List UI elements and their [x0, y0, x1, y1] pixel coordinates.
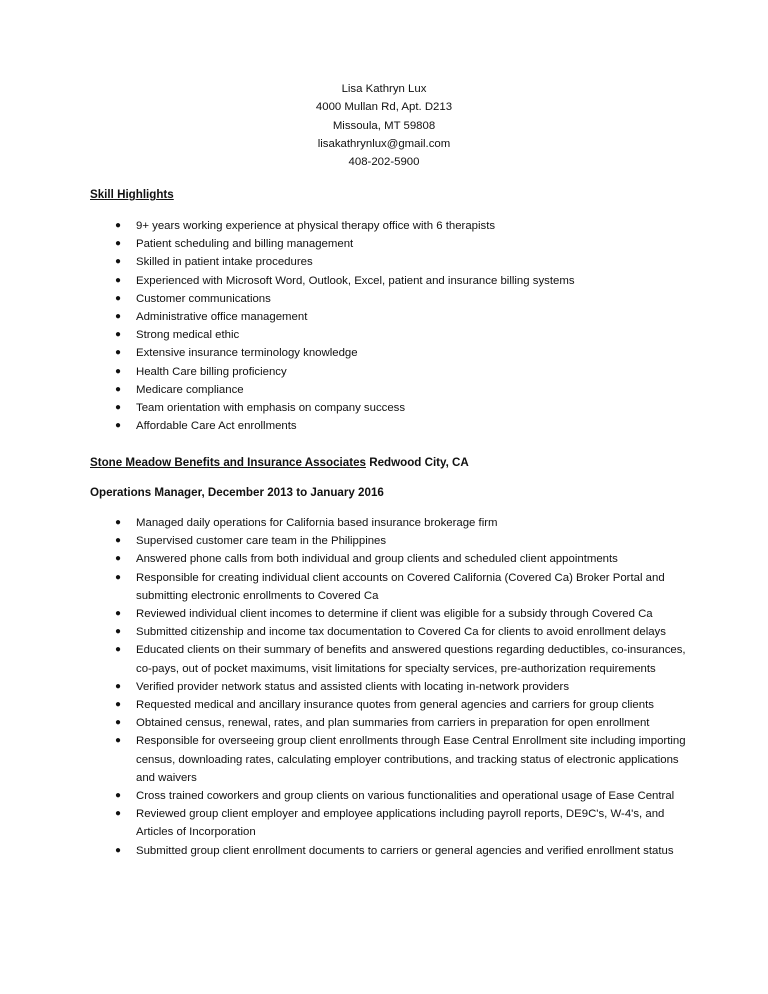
skill-item — [0, 235, 692, 253]
duty-item — [0, 569, 692, 605]
skill-item-text: 9+ years working experience at physical therapy office with 6 therapists — [136, 220, 496, 232]
duty-item — [0, 514, 692, 532]
skill-item-text: Skilled in patient intake procedures — [136, 256, 313, 269]
skill-item — [0, 290, 692, 308]
bullet-icon: ● — [115, 626, 122, 638]
skill-item-text: Health Care billing proficiency — [136, 365, 287, 378]
skills-heading: Skill Highlights — [90, 188, 174, 201]
bullet-icon: ● — [115, 571, 122, 583]
duty-item-text: Managed daily operations for California based insurance brokerage firm — [136, 517, 498, 529]
duty-item — [0, 714, 692, 732]
bullet-icon: ● — [115, 844, 122, 856]
contact-city: Missoula, MT 59808 — [332, 119, 436, 132]
contact-address: 4000 Mullan Rd, Apt. D213 — [315, 101, 453, 114]
duty-item — [0, 623, 692, 641]
duty-item-text: Reviewed group client employer and employee applications including payroll reports, DE9C's, W-4's, and Articles of Incorporation — [136, 808, 665, 839]
duty-item-text: Educated clients on their summary of benefits and answered questions regarding deductibles, co-insurances, co-pays, out of pocket maximums, visit limitations for specialty services, pre-authorization requirements — [136, 644, 686, 675]
skill-item-text: Affordable Care Act enrollments — [136, 420, 297, 433]
skill-item — [0, 381, 692, 399]
bullet-icon: ● — [115, 329, 122, 341]
skill-item — [0, 363, 692, 381]
bullet-icon: ● — [115, 717, 122, 729]
skills-list — [0, 217, 768, 435]
skill-item — [0, 272, 692, 290]
duty-item — [0, 641, 692, 677]
duty-item — [0, 532, 692, 550]
employer-name: Stone Meadow Benefits and Insurance Associates — [90, 456, 366, 469]
duty-item — [0, 805, 692, 841]
duty-item-text: Supervised customer care team in the Philippines — [136, 535, 387, 548]
duty-item-text: Answered phone calls from both individual and group clients and scheduled client appointments — [136, 553, 618, 566]
duty-item — [0, 550, 692, 568]
duty-item-text: Reviewed individual client incomes to determine if client was eligible for a subsidy through Covered Ca — [136, 608, 653, 621]
bullet-icon: ● — [115, 608, 122, 620]
bullet-icon: ● — [115, 383, 122, 395]
contact-block — [0, 80, 768, 171]
bullet-icon: ● — [115, 735, 122, 747]
skill-item — [0, 326, 692, 344]
duty-item-text: Obtained census, renewal, rates, and plan summaries from carriers in preparation for open enrollment — [136, 717, 650, 730]
skill-item — [0, 344, 692, 362]
duties-list — [0, 514, 768, 860]
bullet-icon: ● — [115, 644, 122, 656]
bullet-icon: ● — [115, 517, 122, 528]
contact-name: Lisa Kathryn Lux — [341, 83, 427, 95]
bullet-icon: ● — [115, 553, 122, 565]
duty-item — [0, 842, 692, 860]
duty-item-text: Submitted group client enrollment documents to carriers or general agencies and verified enrollment status — [136, 844, 674, 857]
skill-item — [0, 217, 692, 235]
duty-item-text: Responsible for creating individual client accounts on Covered California (Covered Ca) Broker Portal and submitting electronic enrollments to Covered Ca — [136, 571, 665, 602]
duty-item-text: Responsible for overseeing group client enrollments through Ease Central Enrollment site including importing census, downloading rates, calculating employer contributions, and tracking status of electronic applications and waivers — [136, 735, 686, 784]
contact-phone: 408-202-5900 — [348, 156, 420, 169]
bullet-icon: ● — [115, 365, 122, 377]
bullet-icon: ● — [115, 220, 122, 231]
bullet-icon: ● — [115, 680, 122, 692]
skill-item-text: Team orientation with emphasis on company success — [136, 402, 406, 415]
bullet-icon: ● — [115, 402, 122, 414]
skill-item — [0, 253, 692, 271]
bullet-icon: ● — [115, 256, 122, 268]
skill-item — [0, 417, 692, 435]
employer-location: Redwood City, CA — [365, 456, 469, 469]
duty-item — [0, 732, 692, 787]
bullet-icon: ● — [115, 274, 122, 286]
bullet-icon: ● — [115, 347, 122, 359]
skill-item — [0, 399, 692, 417]
skill-item-text: Experienced with Microsoft Word, Outlook, Excel, patient and insurance billing systems — [136, 274, 575, 287]
bullet-icon: ● — [115, 292, 122, 304]
skill-item-text: Customer communications — [136, 292, 271, 305]
skill-item-text: Patient scheduling and billing management — [136, 238, 354, 251]
skill-item-text: Medicare compliance — [136, 383, 244, 396]
duty-item — [0, 696, 692, 714]
bullet-icon: ● — [115, 238, 122, 250]
duty-item-text: Cross trained coworkers and group clients on various functionalities and operational usage of Ease Central — [136, 790, 675, 803]
skill-item-text: Strong medical ethic — [136, 329, 240, 342]
skill-item-text: Extensive insurance terminology knowledge — [136, 347, 358, 360]
bullet-icon: ● — [115, 699, 122, 711]
bullet-icon: ● — [115, 311, 122, 323]
duty-item-text: Requested medical and ancillary insurance quotes from general agencies and carriers for group clients — [136, 699, 654, 712]
bullet-icon: ● — [115, 420, 122, 432]
duty-item-text: Submitted citizenship and income tax documentation to Covered Ca for clients to avoid enrollment delays — [136, 626, 666, 639]
duty-item-text: Verified provider network status and assisted clients with locating in-network providers — [136, 680, 570, 693]
contact-email: lisakathrynlux@gmail.com — [317, 137, 451, 150]
bullet-icon: ● — [115, 808, 122, 820]
bullet-icon: ● — [115, 535, 122, 547]
skill-item — [0, 308, 692, 326]
duty-item — [0, 678, 692, 696]
duty-item — [0, 787, 692, 805]
employer-line — [90, 456, 469, 469]
job-role: Operations Manager, December 2013 to January 2016 — [90, 486, 384, 499]
skill-item-text: Administrative office management — [136, 311, 308, 324]
bullet-icon: ● — [115, 790, 122, 802]
duty-item — [0, 605, 692, 623]
